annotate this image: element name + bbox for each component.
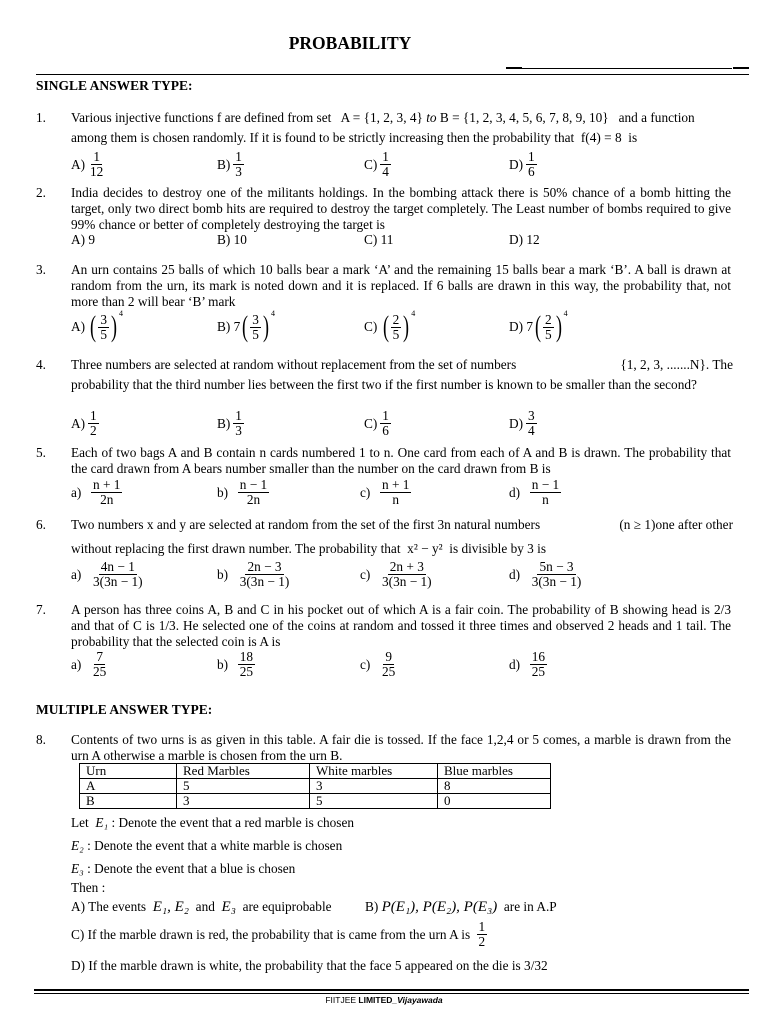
question-number: 4. xyxy=(36,357,46,372)
option-b[interactable]: b) $\frac{2n - 3}{3(3n - 1)}$ xyxy=(217,559,290,589)
question-number: 7. xyxy=(36,602,46,617)
option-c[interactable]: C) If the marble drawn is red, the probability that is came from the urn A is $\frac{1}{2}$ xyxy=(71,919,486,949)
header-rule-thin xyxy=(522,68,732,69)
page-title: PROBABILITY xyxy=(288,33,412,53)
table-row xyxy=(80,779,551,794)
option-a[interactable]: A) The events E₁, E₂ and E₃ are equiprobable xyxy=(71,899,332,915)
question-6-line-2: without replacing the first drawn number. The probability that x² − y² is divisible by 3 is xyxy=(71,541,547,556)
section-rule xyxy=(36,74,749,75)
option-a[interactable]: a) $\frac{7}{25}$ xyxy=(71,649,107,679)
condition: (n ≥ 1) xyxy=(619,517,656,532)
question-1-line-2: among them is chosen randomly. If it is found to be strictly increasing then the probability that f(4) = 8 is xyxy=(71,130,638,145)
table-cell: 3 xyxy=(177,794,310,809)
table-cell: 8 xyxy=(438,779,551,794)
number-set: {1, 2, 3, .......N} xyxy=(620,357,706,372)
option-a[interactable]: A) ( $\frac{3}{5}$ ) 4 xyxy=(71,308,124,343)
question-number: 2. xyxy=(36,185,46,200)
option-c[interactable]: c) $\frac{2n + 3}{3(3n - 1)}$ xyxy=(360,559,432,589)
table-header-cell: White marbles xyxy=(310,764,438,779)
question-4-line-1: Three numbers are selected at random without replacement from the set of numbers {1, 2, 3, .......N}. The xyxy=(71,357,733,372)
footer-text: FIITJEE LIMITED_Vijayawada xyxy=(325,995,443,1005)
option-b[interactable]: B) 10 xyxy=(217,232,247,247)
header-rule-short xyxy=(506,67,522,69)
event-e3-definition: E₃ : Denote the event that a blue is chosen xyxy=(71,861,296,876)
option-a[interactable]: A) $\frac{1}{12}$ xyxy=(71,149,104,179)
table-cell: 5 xyxy=(177,779,310,794)
table-cell: 3 xyxy=(310,779,438,794)
table-cell: 0 xyxy=(438,794,551,809)
option-d[interactable]: d) $\frac{16}{25}$ xyxy=(509,649,546,679)
option-a[interactable]: A) 9 xyxy=(71,232,96,247)
question-4-line-2: probability that the third number lies between the first two if the first number is known to be smaller than the second? xyxy=(71,377,697,392)
option-d[interactable]: D) $\frac{1}{6}$ xyxy=(509,149,535,179)
option-d[interactable]: D) If the marble drawn is white, the probability that the face 5 appeared on the die is 3/32 xyxy=(71,958,548,973)
section-heading-multiple: MULTIPLE ANSWER TYPE: xyxy=(36,702,213,717)
question-number: 8. xyxy=(36,732,46,747)
option-b[interactable]: b) $\frac{18}{25}$ xyxy=(217,649,254,679)
option-b[interactable]: B) $\frac{1}{3}$ xyxy=(217,408,242,438)
option-c[interactable]: C) $\frac{1}{6}$ xyxy=(364,408,389,438)
footer-rule-thin xyxy=(34,993,749,994)
option-d[interactable]: d) $\frac{n - 1}{n}$ xyxy=(509,477,560,507)
option-c[interactable]: C) 11 xyxy=(364,232,394,247)
question-number: 5. xyxy=(36,445,46,460)
question-number: 6. xyxy=(36,517,46,532)
table-header-row xyxy=(80,764,551,779)
question-7-text: A person has three coins A, B and C in his pocket out of which A is a fair coin. The probability of B showing head is 2/3 and that of C is 1/3. He selected one of the coins at random and tossed it three times and observed 2 heads and 1 tail. The probability that the selected coin is A is xyxy=(71,602,731,649)
f-expression: f(4) = 8 xyxy=(580,130,622,145)
option-c[interactable]: c) $\frac{9}{25}$ xyxy=(360,649,396,679)
table-cell: A xyxy=(80,779,177,794)
option-b[interactable]: b) $\frac{n - 1}{2n}$ xyxy=(217,477,268,507)
expression: x² − y² xyxy=(407,541,443,556)
question-8-text: Contents of two urns is as given in this table. A fair die is tossed. If the face 1,2,4 or 5 comes, a marble is drawn from the urn A otherwise a marble is chosen from the urn B. xyxy=(71,732,731,763)
option-d[interactable]: D) 12 xyxy=(509,232,540,247)
question-number: 1. xyxy=(36,110,46,125)
option-a[interactable]: a) $\frac{4n - 1}{3(3n - 1)}$ xyxy=(71,559,143,589)
table-cell: 5 xyxy=(310,794,438,809)
event-e1-definition: Let E₁ : Denote the event that a red marble is chosen xyxy=(71,815,355,830)
table-header-cell: Urn xyxy=(80,764,177,779)
table-row xyxy=(80,794,551,809)
footer-rule-thick xyxy=(34,989,749,991)
option-a[interactable]: A) $\frac{1}{2}$ xyxy=(71,408,97,438)
urn-table xyxy=(79,763,551,809)
option-a[interactable]: a) $\frac{n + 1}{2n}$ xyxy=(71,477,121,507)
table-cell: B xyxy=(80,794,177,809)
set-a: A = {1, 2, 3, 4} xyxy=(340,110,423,125)
question-2-text: India decides to destroy one of the militants holdings. In the bombing attack there is 50% chance of a bomb hitting the target, only two direct bomb hits are required to destroy the target completely. The Least number of bombs required to give 99% chance or better of completely destroying the target is xyxy=(71,185,731,232)
option-d[interactable]: d) $\frac{5n - 3}{3(3n - 1)}$ xyxy=(509,559,582,589)
set-b: B = {1, 2, 3, 4, 5, 6, 7, 8, 9, 10} xyxy=(439,110,609,125)
question-3-text: An urn contains 25 balls of which 10 balls bear a mark ‘A’ and the remaining 15 balls bear a mark ‘B’. A ball is drawn at random from the urn, its mark is noted down and it is replaced. If 6 balls are drawn in this way, the probability that, not more than 2 will bear ‘B’ mark xyxy=(71,262,731,309)
section-heading-single: SINGLE ANSWER TYPE: xyxy=(36,78,193,93)
table-header-cell: Blue marbles xyxy=(438,764,551,779)
option-c[interactable]: C) $\frac{1}{4}$ xyxy=(364,149,389,179)
question-6-line-1: Two numbers x and y are selected at random from the set of the first 3n natural numbers (n ≥ 1)one after other xyxy=(71,517,733,532)
question-number: 3. xyxy=(36,262,46,277)
option-c[interactable]: c) $\frac{n + 1}{n}$ xyxy=(360,477,410,507)
option-b[interactable]: B) 7 ( $\frac{3}{5}$ ) 4 xyxy=(217,308,275,343)
then-label: Then : xyxy=(71,880,106,895)
question-1-line-1: Various injective functions f are defined from set A = {1, 2, 3, 4} to B = {1, 2, 3, 4, 5, 6, 7, 8, 9, 10} and a function xyxy=(71,110,695,125)
option-d[interactable]: D) $\frac{3}{4}$ xyxy=(509,408,535,438)
option-c[interactable]: C) ( $\frac{2}{5}$ ) 4 xyxy=(364,308,416,343)
option-d[interactable]: D) 7 ( $\frac{2}{5}$ ) 4 xyxy=(509,308,568,343)
option-b[interactable]: B) P(E₁), P(E₂), P(E₃) are in A.P xyxy=(365,899,557,915)
option-b[interactable]: B) $\frac{1}{3}$ xyxy=(217,149,242,179)
header-rule-end xyxy=(733,67,749,69)
question-5-text: Each of two bags A and B contain n cards numbered 1 to n. One card from each of A and B is drawn. The probability that the card drawn from A bears number smaller than the number on the card drawn from B is xyxy=(71,445,731,476)
event-e2-definition: E₂ : Denote the event that a white marble is chosen xyxy=(71,838,343,853)
table-header-cell: Red Marbles xyxy=(177,764,310,779)
